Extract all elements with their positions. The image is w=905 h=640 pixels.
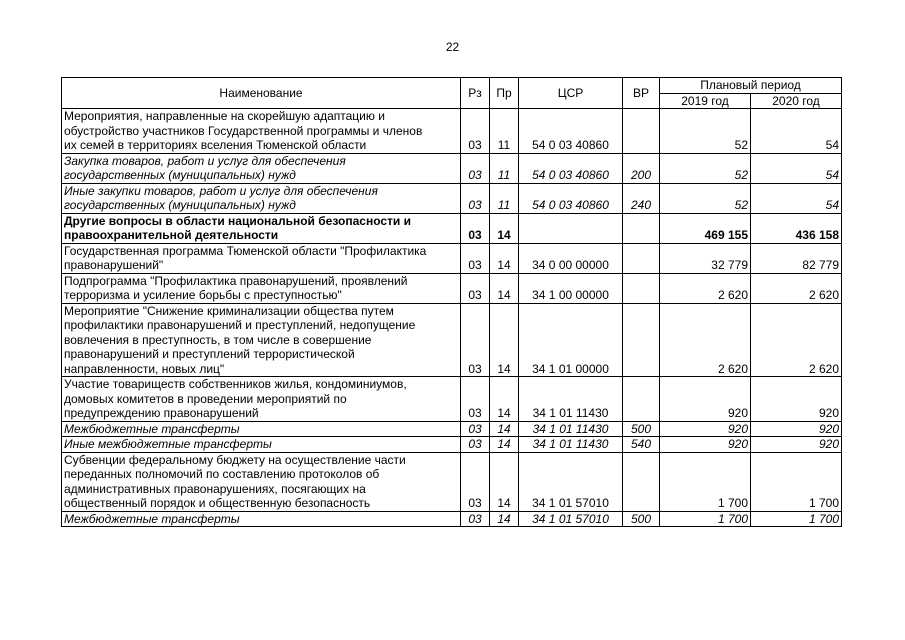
row-csr: 34 1 01 11430 [519,377,623,422]
row-2019: 920 [660,437,751,453]
table-row [62,437,842,453]
header-planned-period: Плановый период [660,78,842,94]
row-2020: 920 [751,377,842,422]
row-2020: 436 158 [751,213,842,243]
row-2019: 1 700 [660,452,751,511]
row-rz: 03 [461,109,490,154]
row-2019: 469 155 [660,213,751,243]
row-pr: 14 [490,303,519,377]
row-2019: 52 [660,183,751,213]
table-row [62,273,842,303]
row-name: Закупка товаров, работ и услуг для обеспечения государственных (муниципальных) нужд [62,153,461,183]
row-2020: 54 [751,183,842,213]
row-pr: 14 [490,243,519,273]
row-name: Подпрограмма "Профилактика правонарушений, проявлений терроризма и усиление борьбы с преступностью" [62,273,461,303]
row-rz: 03 [461,183,490,213]
row-csr: 34 1 01 57010 [519,511,623,527]
table-row [62,153,842,183]
row-pr: 14 [490,213,519,243]
row-vr [623,109,660,154]
header-csr: ЦСР [519,78,623,109]
row-vr: 200 [623,153,660,183]
row-pr: 11 [490,109,519,154]
row-2019: 52 [660,153,751,183]
header-year-2020: 2020 год [751,93,842,109]
row-2019: 2 620 [660,273,751,303]
row-csr: 34 1 01 00000 [519,303,623,377]
row-2020: 2 620 [751,303,842,377]
row-pr: 11 [490,153,519,183]
row-2019: 52 [660,109,751,154]
row-vr: 540 [623,437,660,453]
row-pr: 14 [490,377,519,422]
row-2019: 1 700 [660,511,751,527]
row-name: Мероприятие "Снижение криминализации общества путем профилактики правонарушений и преступлений, недопущение вовлечения в преступность, в том числе в совершение правонарушений и преступлений террористической направленности, новых лиц" [62,303,461,377]
table-header [62,78,842,109]
row-name: Государственная программа Тюменской области "Профилактика правонарушений" [62,243,461,273]
row-name: Иные межбюджетные трансферты [62,437,461,453]
row-csr: 34 1 01 11430 [519,421,623,437]
row-2020: 1 700 [751,452,842,511]
row-csr: 54 0 03 40860 [519,109,623,154]
row-csr: 54 0 03 40860 [519,183,623,213]
row-2020: 82 779 [751,243,842,273]
row-rz: 03 [461,213,490,243]
row-2020: 2 620 [751,273,842,303]
row-2020: 1 700 [751,511,842,527]
row-2019: 32 779 [660,243,751,273]
row-2019: 920 [660,377,751,422]
row-csr: 34 1 00 00000 [519,273,623,303]
row-name: Участие товариществ собственников жилья, кондоминиумов, домовых комитетов в проведении мероприятий по предупреждению правонарушений [62,377,461,422]
row-2019: 920 [660,421,751,437]
row-rz: 03 [461,437,490,453]
row-vr: 500 [623,511,660,527]
row-2020: 920 [751,437,842,453]
budget-table [61,77,842,527]
row-vr: 500 [623,421,660,437]
row-csr: 34 1 01 11430 [519,437,623,453]
header-vr: ВР [623,78,660,109]
row-name: Другие вопросы в области национальной безопасности и правоохранительной деятельности [62,213,461,243]
row-pr: 11 [490,183,519,213]
row-vr [623,213,660,243]
page-number: 22 [445,40,460,54]
row-pr: 14 [490,511,519,527]
row-2020: 920 [751,421,842,437]
table-body [62,109,842,527]
table-row [62,303,842,377]
row-vr [623,303,660,377]
row-csr: 54 0 03 40860 [519,153,623,183]
row-rz: 03 [461,511,490,527]
row-vr: 240 [623,183,660,213]
row-name: Межбюджетные трансферты [62,421,461,437]
row-pr: 14 [490,273,519,303]
row-rz: 03 [461,421,490,437]
row-rz: 03 [461,153,490,183]
row-rz: 03 [461,273,490,303]
row-vr [623,377,660,422]
table-row [62,213,842,243]
table-row [62,377,842,422]
row-rz: 03 [461,452,490,511]
table-row [62,183,842,213]
table-row [62,421,842,437]
row-csr: 34 1 01 57010 [519,452,623,511]
header-rz: Рз [461,78,490,109]
row-pr: 14 [490,421,519,437]
row-name: Иные закупки товаров, работ и услуг для обеспечения государственных (муниципальных) нужд [62,183,461,213]
row-vr [623,452,660,511]
table-row [62,109,842,154]
row-rz: 03 [461,243,490,273]
row-vr [623,243,660,273]
row-name: Мероприятия, направленные на скорейшую адаптацию и обустройство участников Государственной программы и членов их семей в территориях вселения Тюменской области [62,109,461,154]
table-row [62,243,842,273]
row-name: Субвенции федеральному бюджету на осуществление части переданных полномочий по составлению протоколов об административных правонарушениях, посягающих на общественный порядок и общественную безопасность [62,452,461,511]
table-row [62,452,842,511]
row-name: Межбюджетные трансферты [62,511,461,527]
table-row [62,511,842,527]
row-2019: 2 620 [660,303,751,377]
row-csr: 34 0 00 00000 [519,243,623,273]
row-rz: 03 [461,303,490,377]
row-rz: 03 [461,377,490,422]
header-pr: Пр [490,78,519,109]
row-pr: 14 [490,437,519,453]
header-name: Наименование [62,78,461,109]
header-year-2019: 2019 год [660,93,751,109]
row-vr [623,273,660,303]
row-2020: 54 [751,109,842,154]
row-csr [519,213,623,243]
row-2020: 54 [751,153,842,183]
row-pr: 14 [490,452,519,511]
